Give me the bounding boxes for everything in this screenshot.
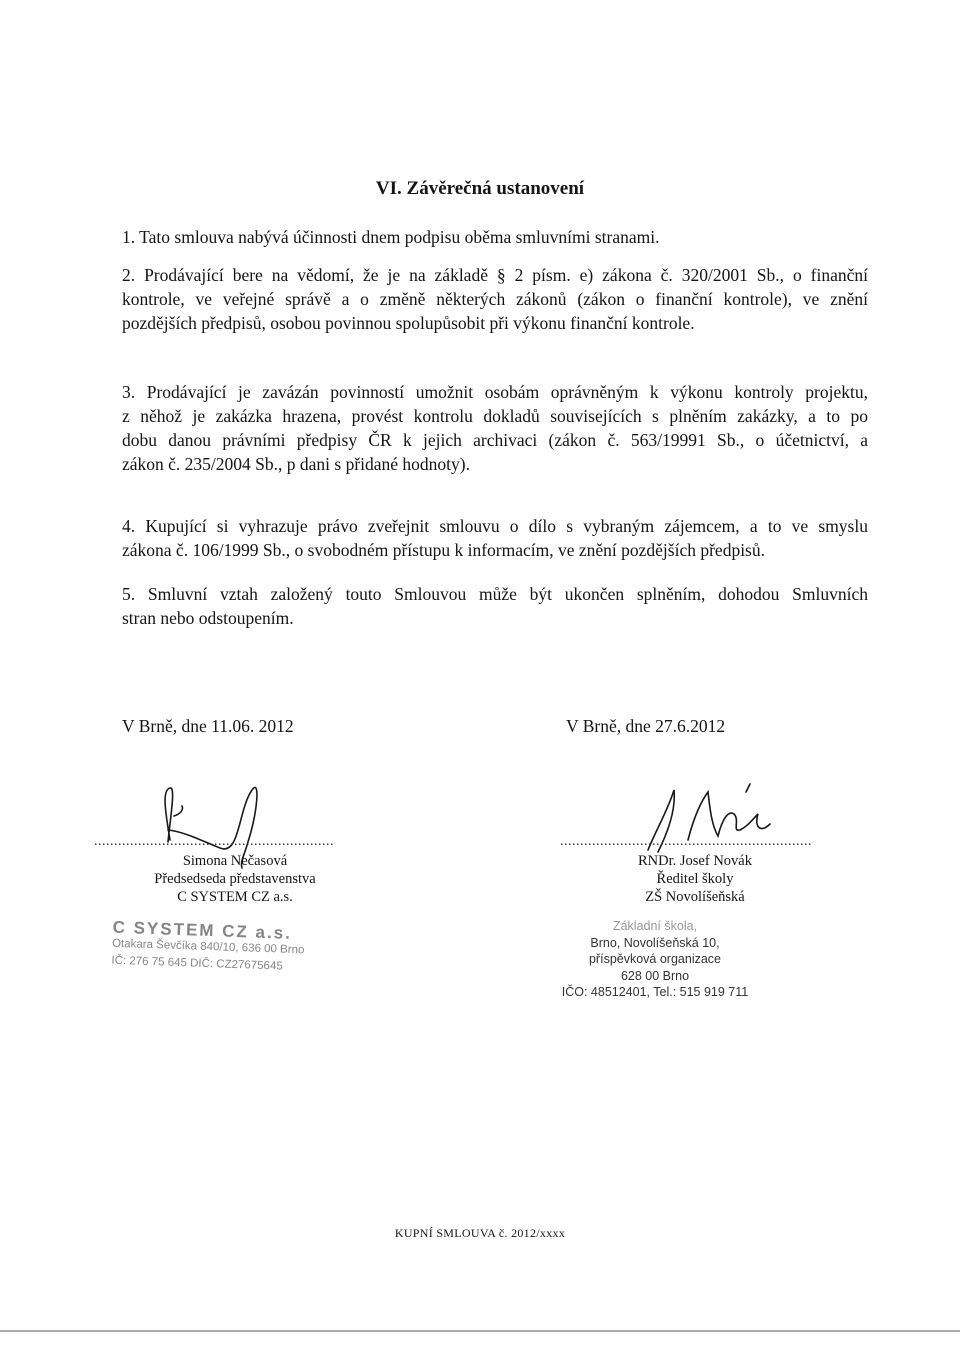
buyer-signatory [580,852,810,906]
clause-2-line: 2. Prodávající bere na vědomí, že je na základě § 2 písm. e) zákona č. 320/2001 Sb., o finanční [122,265,868,285]
stamp-school-address: Brno, Novolíšeňská 10, [590,935,720,950]
section-heading: VI. Závěrečná ustanovení [375,178,585,199]
clause-5 [122,582,868,630]
buyer-org: ZŠ Novolíšeňská [645,889,745,905]
clause-2-line: kontrole, ve veřejné správě a o změně některých zákonů (zákon o finanční kontrole), ve znění [122,289,868,309]
clause-3-line: zákon č. 235/2004 Sb., p dani s přidané hodnoty). [122,454,471,474]
seller-company-stamp [111,919,305,977]
buyer-signature-line: ............................................................... [560,834,812,849]
document-footer: KUPNÍ SMLOUVA č. 2012/xxxx [394,1226,566,1240]
clause-3-line: dobu danou právními předpisy ČR k jejich archivaci (zákon č. 563/19991 Sb., o účetnictví, a [122,430,868,450]
stamp-school-city: 628 00 Brno [620,968,690,983]
school-stamp [540,918,770,1001]
clause-4-line: zákona č. 106/1999 Sb., o svobodném přístupu k informacím, ve znění pozdějších předpisů. [122,540,765,560]
stamp-ids: IČ: 276 75 645 DIČ: CZ27675645 [111,954,283,973]
scan-edge-line [0,1330,960,1332]
seller-name: Simona Nečasová [182,853,288,869]
clause-1-line: 1. Tato smlouva nabývá účinnosti dnem podpisu oběma smluvními stranami. [122,227,660,247]
buyer-place-date: V Brně, dne 27.6.2012 [566,716,726,736]
clause-4 [122,514,868,562]
clause-3-line: 3. Prodávající je zavázán povinností umožnit osobám oprávněným k výkonu kontroly projektu, [122,382,868,402]
clause-3 [122,380,868,476]
stamp-school-ids: IČO: 48512401, Tel.: 515 919 711 [561,985,749,999]
seller-company: C SYSTEM CZ a.s. [177,889,293,905]
buyer-role: Ředitel školy [656,871,734,887]
seller-signatory [120,852,350,906]
clause-5-line: stran nebo odstoupením. [122,608,294,628]
seller-signature-line: ............................................................ [94,834,334,849]
seller-role: Předsedseda představenstva [154,871,316,887]
stamp-school-name: Základní škola, [612,919,698,933]
stamp-company-name: C SYSTEM CZ a.s. [112,917,293,943]
stamp-address: Otakara Ševčíka 840/10, 636 00 Brno [111,937,305,957]
clause-2 [122,263,868,335]
clause-5-line: 5. Smluvní vztah založený touto Smlouvou může být ukončen splněním, dohodou Smluvních [122,584,868,604]
clause-1 [122,225,868,249]
seller-place-date: V Brně, dne 11.06. 2012 [122,716,294,736]
buyer-name: RNDr. Josef Novák [638,853,752,869]
stamp-school-type: příspěvková organizace [588,952,722,966]
clause-3-line: z něhož je zakázka hrazena, provést kontrolu dokladů souvisejících s plněním zakázky, a to po [122,406,868,426]
clause-2-line: pozdějších předpisů, osobou povinnou spolupůsobit při výkonu finanční kontrole. [122,313,695,333]
clause-4-line: 4. Kupující si vyhrazuje právo zveřejnit smlouvu o dílo s vybraným zájemcem, a to ve smyslu [122,516,868,536]
